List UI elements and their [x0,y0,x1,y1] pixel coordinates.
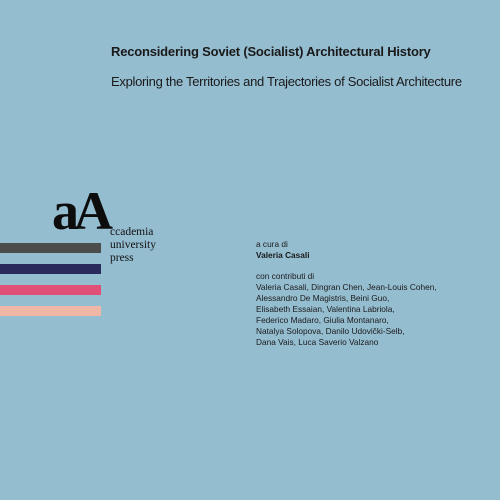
contributors-label: con contributi di [256,271,315,281]
contributors-line: Alessandro De Magistris, Beini Guo, [256,293,390,303]
publisher-name-line: press [110,252,134,264]
stripe-peach [0,306,101,316]
contributors-line: Dana Vais, Luca Saverio Valzano [256,337,379,347]
stripe-pink [0,285,101,295]
credits-spacer [256,261,437,271]
book-title: Reconsidering Soviet (Socialist) Architectural History [111,44,431,59]
credits-block [256,239,437,348]
publisher-name-line: university [110,239,156,251]
publisher-name-line: ccademia [110,226,154,238]
contributors-line: Elisabeth Essaian, Valentina Labriola, [256,304,395,314]
contributors-line: Federico Madaro, Giulia Montanaro, [256,315,389,325]
book-subtitle: Exploring the Territories and Trajectories of Socialist Architecture [111,74,462,89]
stripe-navy [0,264,101,274]
contributors-line: Valeria Casali, Dingran Chen, Jean-Louis Cohen, [256,282,437,292]
editor-label: a cura di [256,239,288,249]
editor-name: Valeria Casali [256,250,310,260]
contributors-line: Natalya Solopova, Danilo Udovički-Selb, [256,326,405,336]
stripe-dark-gray [0,243,101,253]
publisher-name [110,226,156,265]
publisher-logo-mark: aA [52,181,108,241]
